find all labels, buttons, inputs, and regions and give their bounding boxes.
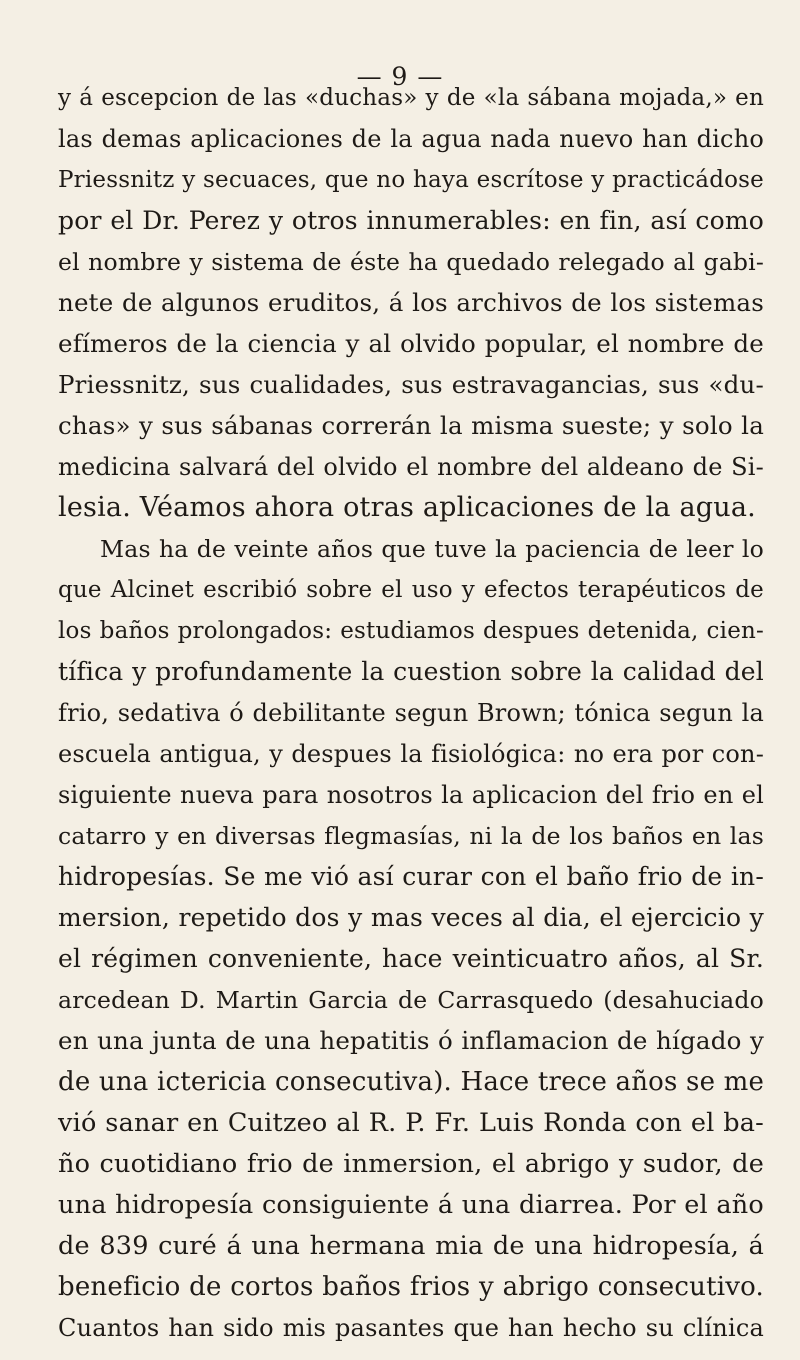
text-line: chas» y sus sábanas correrán la misma sueste; y solo la (58, 411, 764, 440)
text-line: por el Dr. Perez y otros innumerables: en fin, así como (58, 206, 764, 235)
text-line: Priessnitz, sus cualidades, sus estravagancias, sus «du- (58, 370, 764, 399)
text-line: mersion, repetido dos y mas veces al dia, el ejercicio y (58, 903, 764, 932)
text-line: lesia. Véamos ahora otras aplicaciones de la agua. (58, 492, 756, 523)
text-line: vió sanar en Cuitzeo al R. P. Fr. Luis Ronda con el ba- (58, 1108, 764, 1138)
text-line: y á escepcion de las «duchas» y de «la sábana mojada,» en (58, 85, 764, 111)
page-number: — 9 — (356, 62, 444, 91)
text-line: de una ictericia consecutiva). Hace trece años se me (58, 1067, 765, 1097)
text-line: que Alcinet escribió sobre el uso y efectos terapéuticos de (58, 577, 764, 603)
text-line: frio, sedativa ó debilitante segun Brown; tónica segun la (58, 699, 764, 727)
text-line: escuela antigua, y despues la fisiológica: no era por con- (58, 740, 764, 768)
text-line: el nombre y sistema de éste ha quedado relegado al gabi- (58, 248, 764, 276)
text-line: las demas aplicaciones de la agua nada nuevo han dicho (58, 125, 764, 153)
text-line: de 839 curé á una hermana mia de una hidropesía, á (58, 1231, 764, 1261)
text-line: catarro y en diversas flegmasías, ni la de los baños en las (58, 822, 764, 850)
text-line: Cuantos han sido mis pasantes que han hecho su clínica (58, 1314, 764, 1342)
text-line: efímeros de la ciencia y al olvido popular, el nombre de (58, 329, 764, 358)
text-line: los baños prolongados: estudiamos despues detenida, cien- (58, 618, 764, 644)
text-line: en una junta de una hepatitis ó inflamacion de hígado y (58, 1026, 764, 1055)
text-line: medicina salvará del olvido el nombre del aldeano de Si- (58, 453, 764, 481)
text-line: Mas ha de veinte años que tuve la paciencia de leer lo (100, 535, 764, 563)
text-line: el régimen conveniente, hace veinticuatro años, al Sr. (58, 944, 764, 973)
text-line: ño cuotidiano frio de inmersion, el abrigo y sudor, de (58, 1149, 764, 1179)
text-line: tífica y profundamente la cuestion sobre la calidad del (58, 657, 764, 686)
text-line: una hidropesía consiguiente á una diarrea. Por el año (58, 1190, 764, 1220)
text-line: hidropesías. Se me vió así curar con el baño frio de in- (58, 862, 764, 891)
text-line: beneficio de cortos baños frios y abrigo consecutivo. (58, 1272, 764, 1302)
text-line: arcedean D. Martin Garcia de Carrasquedo (desahuciado (58, 986, 764, 1014)
text-line: Priessnitz y secuaces, que no haya escrítose y practicádose (58, 167, 764, 193)
text-line: nete de algunos eruditos, á los archivos de los sistemas (58, 288, 764, 317)
text-line: siguiente nueva para nosotros la aplicacion del frio en el (58, 781, 764, 809)
